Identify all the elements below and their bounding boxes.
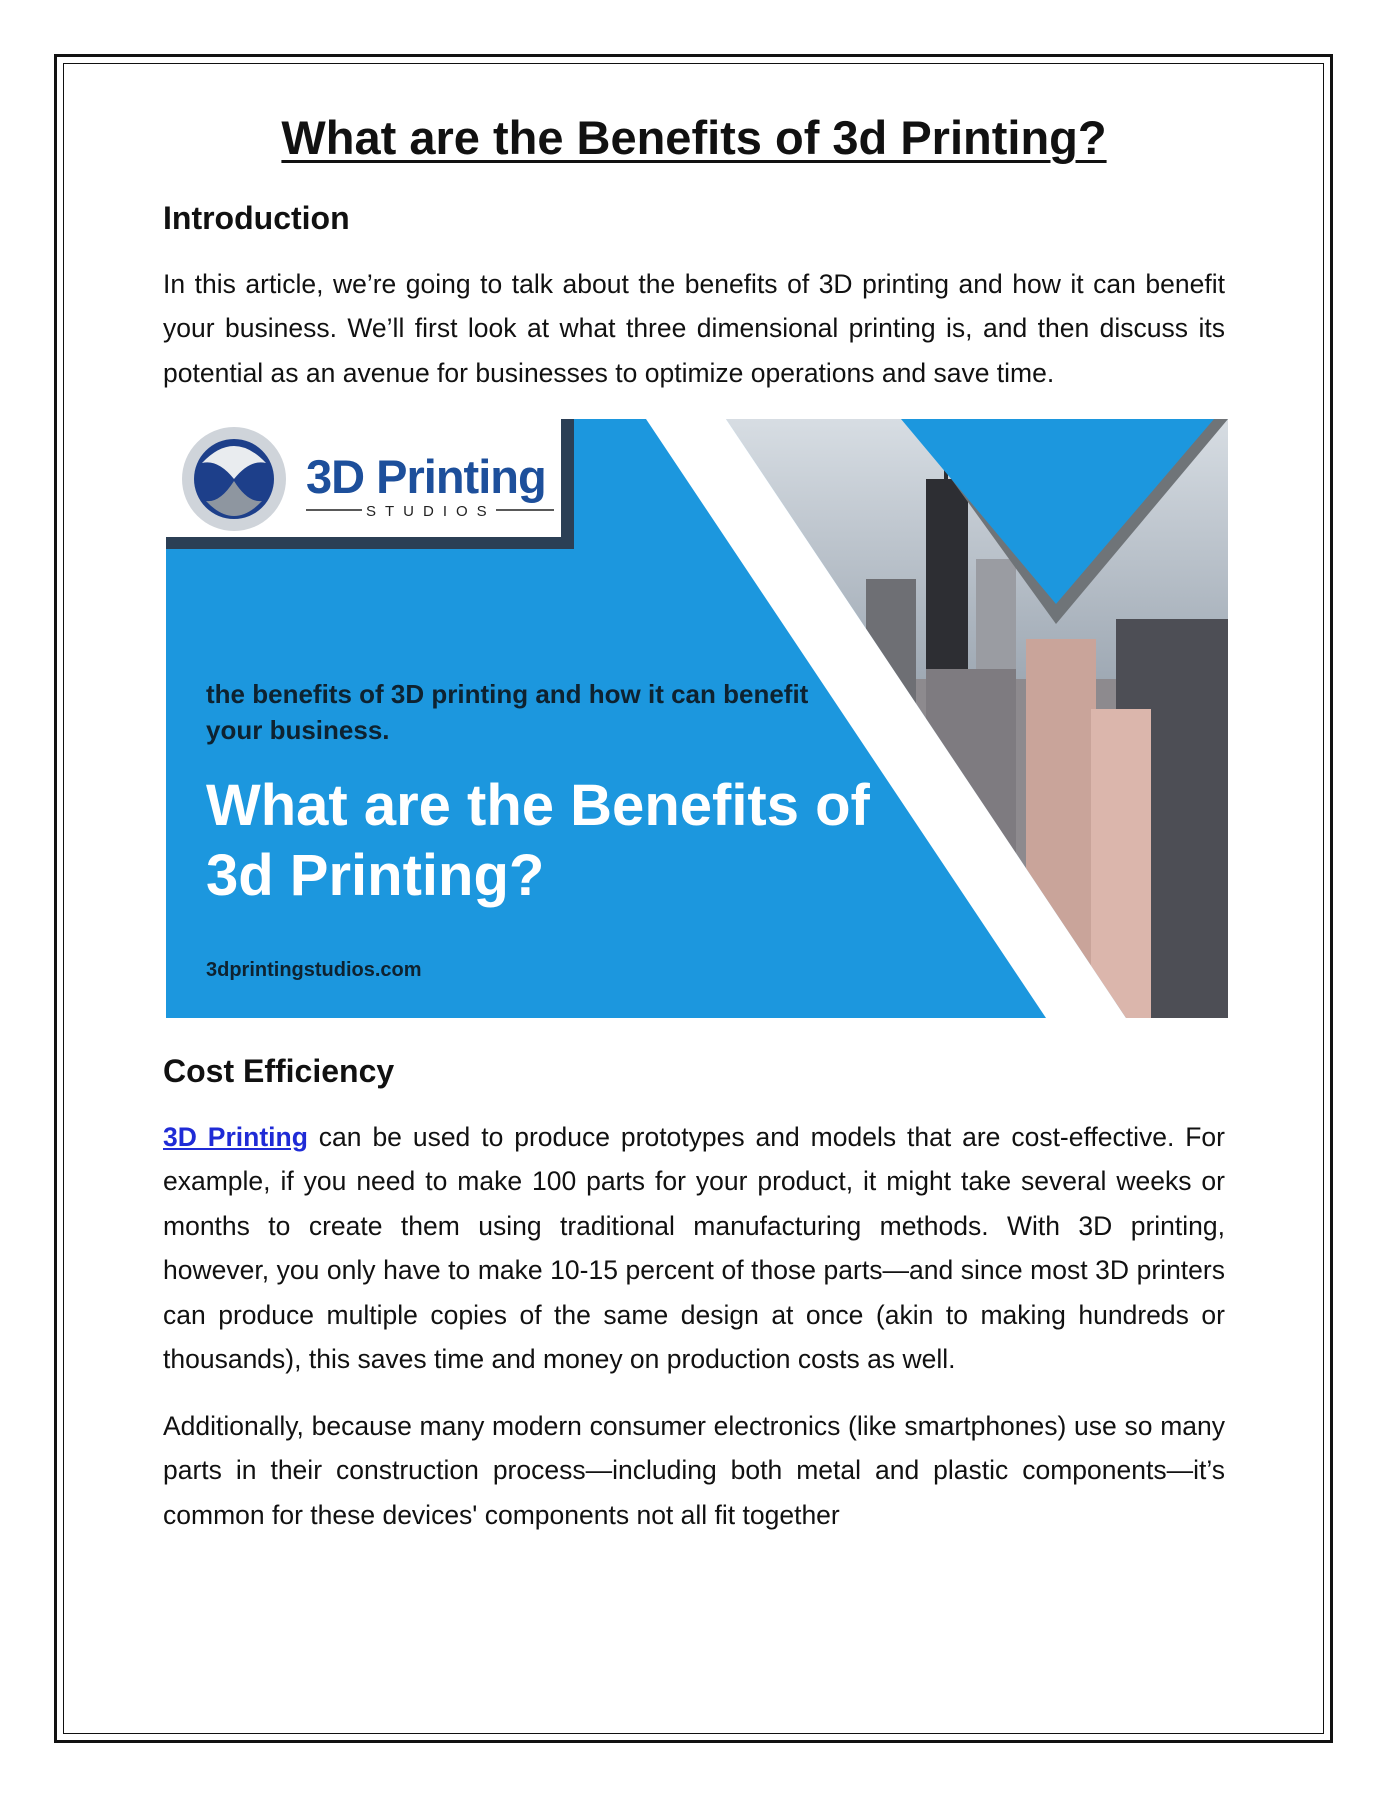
banner-subtitle: the benefits of 3D printing and how it can benefit your business.: [206, 679, 809, 746]
document-body: [163, 110, 1225, 1537]
intro-heading: Introduction: [163, 200, 350, 237]
cost-paragraph-1-text: can be used to produce prototypes and models that are cost-effective. For example, if you need to make 100 parts for your product, it might take several weeks or months to create them using traditional manufacturing methods. With 3D printing, however, you only have to make 10-15 percent of those parts—and since most 3D printers can produce multiple copies of the same design at once (akin to making hundreds or thousands), this saves time and money on production costs as well.: [163, 1121, 1225, 1375]
intro-paragraph: In this article, we’re going to talk about the benefits of 3D printing and how it can benefit your business. We’ll first look at what three dimensional printing is, and then discuss its potential as an avenue for businesses to optimize operations and save time.: [163, 268, 1225, 388]
logo-brand-text: 3D Printing: [306, 450, 546, 504]
cost-paragraph-1: [163, 1115, 1225, 1382]
logo-brand-subtext: STUDIOS: [366, 503, 496, 521]
cost-paragraph-2: Additionally, because many modern consumer electronics (like smartphones) use so many parts in their construction process—including both metal and plastic components—it’s common for these devices' components not all fit together: [163, 1410, 1225, 1530]
3d-printing-link[interactable]: 3D Printing: [163, 1121, 308, 1152]
page-title: What are the Benefits of 3d Printing?: [281, 111, 1107, 164]
banner-url: 3dprintingstudios.com: [206, 959, 422, 982]
hero-banner-image: [166, 419, 1228, 1018]
banner-title: What are the Benefits of 3d Printing?: [206, 773, 870, 909]
cost-efficiency-heading: Cost Efficiency: [163, 1053, 395, 1090]
